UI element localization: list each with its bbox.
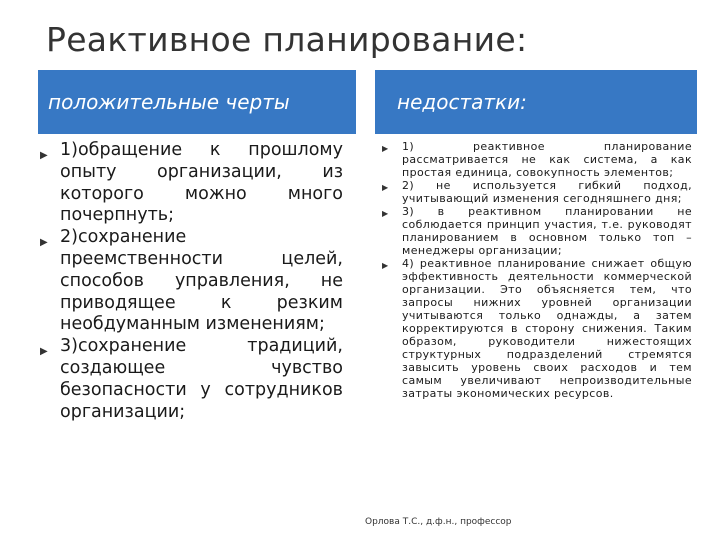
list-item-text: 3) в реактивном планировании не соблюдается принцип участия, т.е. руководят планированием в основном только топ – менеджеры организации; [402,205,692,257]
list-item [40,336,343,423]
author-footer: Орлова Т.С., д.ф.н., профессор [365,517,512,527]
list-item [382,205,692,257]
bullet-arrow-icon: ▶ [40,346,48,358]
list-item [40,140,343,227]
positives-list [40,140,343,423]
bullet-arrow-icon: ▶ [382,183,389,192]
bullet-arrow-icon: ▶ [382,144,389,153]
list-item-text: 3)сохранение традиций, создающее чувство безопасности у сотрудников организации; [60,336,343,422]
list-item-text: 2)сохранение преемственности целей, способов управления, не приводящее к резким необдуманным изменениям; [60,227,343,335]
bullet-arrow-icon: ▶ [382,209,389,218]
bullet-arrow-icon: ▶ [40,237,48,249]
list-item-text: 1)обращение к прошлому опыту организации, из которого можно много почерпнуть; [60,140,343,226]
list-item-text: 2) не используется гибкий подход, учитывающий изменения сегодняшнего дня; [402,179,692,205]
negatives-header: недостатки: [375,70,697,134]
list-item-text: 1) реактивное планирование рассматривается не как система, а как простая единица, совокупность элементов; [402,140,692,179]
list-item [382,179,692,205]
negatives-list [382,140,692,400]
bullet-arrow-icon: ▶ [40,150,48,161]
list-item [40,227,343,336]
list-item-text: 4) реактивное планирование снижает общую эффективность деятельности коммерческой организации. Это объясняется тем, что запросы нижних уровней организации учитываются только однажды, а затем корректируются в сторону снижения. Таким образом, руководители нижестоящих структурных подразделений стремятся завысить уровень своих расходов и тем самым увеличивают непроизводительные затраты экономических ресурсов. [402,257,692,400]
bullet-arrow-icon: ▶ [382,261,389,270]
positives-header: положительные черты [38,70,356,134]
list-item [382,140,692,179]
list-item [382,257,692,400]
slide-title: Реактивное планирование: [46,20,528,59]
